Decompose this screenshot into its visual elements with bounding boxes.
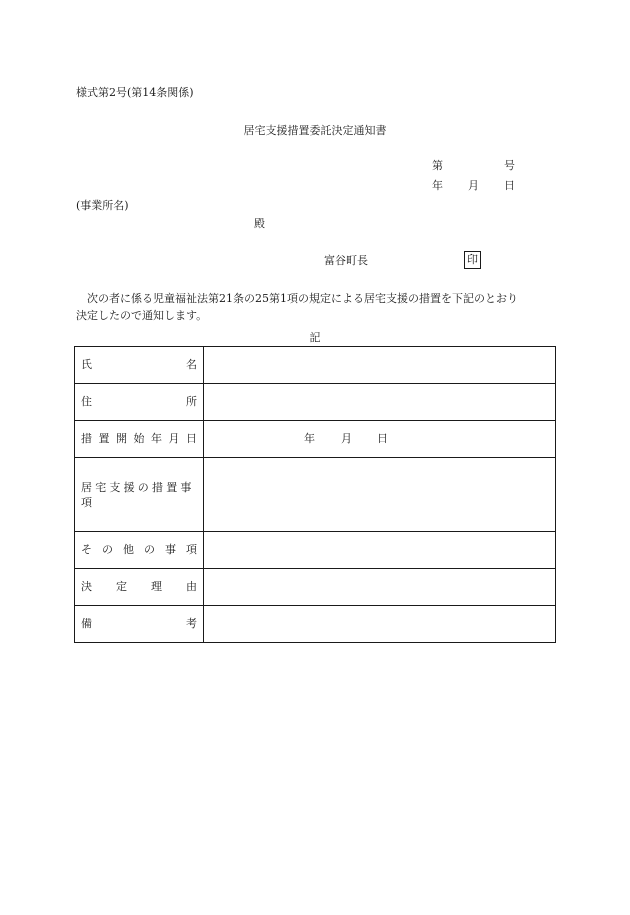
table-row [75,458,556,532]
seal-stamp-box: 印 [464,251,481,269]
support-measures-value-cell[interactable] [204,458,556,532]
start-date-day-label: 日 [377,432,388,445]
label-char: の [144,543,155,556]
record-table [74,346,556,643]
label-char: 名 [186,358,197,371]
issue-month-label: 月 [468,179,479,192]
notice-body-line-2: 決定したので通知します。 [76,309,208,322]
label-char: 理 [151,580,162,593]
remarks-value-cell[interactable] [204,606,556,643]
label-char: 決 [81,580,92,593]
form-number-label: 様式第2号(第14条関係) [76,86,194,99]
recipient-office-label: (事業所名) [76,199,129,212]
label-char: 年 [151,432,162,445]
start-date-month-label: 月 [341,432,352,445]
label-char: 住 [81,395,92,408]
label-char: 置 [98,432,110,445]
notice-body [76,290,556,324]
label-char: 由 [186,580,197,593]
document-title: 居宅支援措置委託決定通知書 [243,124,387,137]
label-char: そ [81,543,92,556]
label-char: の [102,543,113,556]
row-label-start-date [75,421,204,458]
table-row [75,569,556,606]
start-date-year-label: 年 [304,432,315,445]
row-label-decision-reason [75,569,204,606]
issue-year-label: 年 [432,179,443,192]
label-char: 所 [186,395,197,408]
decision-reason-value-cell[interactable] [204,569,556,606]
label-text: 居宅支援の措置事項 [81,480,195,509]
label-char: 他 [123,543,134,556]
address-value-cell[interactable] [204,384,556,421]
name-value-cell[interactable] [204,347,556,384]
label-char: 始 [133,432,145,445]
label-char: 備 [81,617,92,630]
row-label-name [75,347,204,384]
label-char: 日 [186,432,197,445]
issue-day-label: 日 [504,179,515,192]
document-number-prefix: 第 [432,159,443,172]
label-char: 措 [81,432,92,445]
row-label-other-matters [75,532,204,569]
row-label-support-measures [75,458,204,532]
notice-body-line-1: 次の者に係る児童福祉法第21条の25第1項の規定による居宅支援の措置を下記のとおり [87,292,518,305]
table-row [75,347,556,384]
table-row [75,606,556,643]
ki-heading: 記 [309,331,321,344]
recipient-honorific: 殿 [254,217,265,230]
label-char: 項 [186,543,197,556]
document-number-suffix: 号 [504,159,515,172]
table-row [75,532,556,569]
label-char: 開 [116,432,127,445]
label-char: 氏 [81,358,92,371]
label-char: 月 [168,432,180,445]
label-char: 定 [116,580,127,593]
issuer-name: 富谷町長 [324,254,368,267]
table-row [75,421,556,458]
label-char: 考 [186,617,197,630]
start-date-value-cell[interactable] [204,421,556,458]
row-label-remarks [75,606,204,643]
other-matters-value-cell[interactable] [204,532,556,569]
label-char: 事 [165,543,176,556]
row-label-address [75,384,204,421]
table-row [75,384,556,421]
